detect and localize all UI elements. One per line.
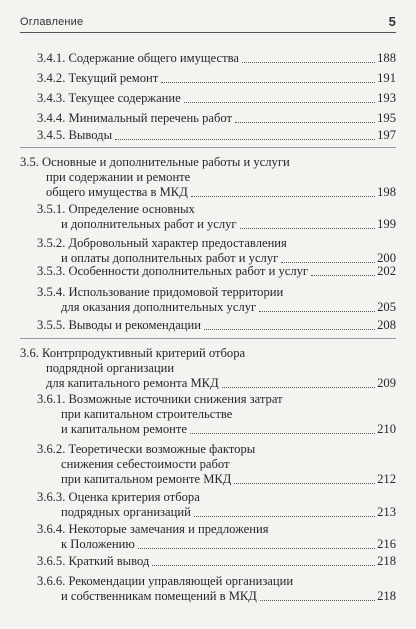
entry-title: Некоторые замечания и предложения	[68, 522, 269, 536]
dot-leader	[138, 548, 375, 549]
entry-page: 188	[377, 51, 396, 65]
entry-title-line: к Положению	[61, 537, 135, 551]
entry-page: 200	[377, 251, 396, 265]
toc-entry-3-5[interactable]	[20, 155, 396, 200]
entry-page: 218	[377, 554, 396, 568]
toc-entry-3-6-2[interactable]	[37, 442, 396, 487]
entry-title: Возможные источники снижения затрат	[68, 392, 283, 406]
entry-page: 202	[377, 264, 396, 278]
entry-title-line: и собственникам помещений в МКД	[61, 589, 257, 603]
dot-leader	[191, 196, 375, 197]
entry-page: 213	[377, 505, 396, 519]
entry-number: 3.6.5.	[37, 554, 66, 568]
dot-leader	[204, 329, 375, 330]
dot-leader	[260, 600, 375, 601]
toc-entry-3-4-4[interactable]	[37, 111, 396, 126]
dot-leader	[234, 483, 375, 484]
entry-title-line: общего имущества в МКД	[46, 185, 188, 199]
entry-number: 3.5.5.	[37, 318, 66, 332]
entry-number: 3.6.	[20, 346, 39, 360]
entry-title: Основные и дополнительные работы и услуги	[42, 155, 290, 169]
toc-entry-3-4-2[interactable]	[37, 71, 396, 86]
entry-title: Определение основных	[68, 202, 195, 216]
entry-title-line: и оплаты дополнительных работ и услуг	[61, 251, 279, 265]
entry-title: Минимальный перечень работ	[68, 111, 233, 125]
entry-page: 210	[377, 422, 396, 436]
entry-page: 209	[377, 376, 396, 390]
dot-leader	[184, 102, 375, 103]
toc-entry-3-4-5[interactable]	[37, 128, 396, 143]
entry-page: 218	[377, 589, 396, 603]
dot-leader	[240, 228, 376, 229]
entry-title-line: подрядных организаций	[61, 505, 191, 519]
dot-leader	[235, 122, 375, 123]
dot-leader	[259, 311, 375, 312]
entry-title-line: подрядной организации	[46, 361, 175, 375]
entry-number: 3.6.1.	[37, 392, 66, 406]
entry-title: Краткий вывод	[68, 554, 150, 568]
entry-page: 199	[377, 217, 396, 231]
running-title: Оглавление	[20, 16, 84, 28]
entry-title: Выводы	[68, 128, 113, 142]
entry-page: 195	[377, 111, 396, 125]
toc-entry-3-5-3[interactable]	[37, 264, 396, 279]
header-rule	[20, 32, 396, 33]
entry-page: 212	[377, 472, 396, 486]
entry-title: Рекомендации управляющей организации	[68, 574, 294, 588]
entry-title-line: и дополнительных работ и услуг	[61, 217, 237, 231]
entry-number: 3.5.1.	[37, 202, 66, 216]
toc-entry-3-6-5[interactable]	[37, 554, 396, 569]
section-divider	[20, 147, 396, 148]
entry-title-line: для оказания дополнительных услуг	[61, 300, 257, 314]
section-divider	[20, 338, 396, 339]
entry-title: Использование придомовой территории	[68, 285, 284, 299]
entry-number: 3.6.2.	[37, 442, 66, 456]
entry-title: Добровольный характер предоставления	[68, 236, 287, 250]
entry-number: 3.5.4.	[37, 285, 66, 299]
entry-number: 3.6.6.	[37, 574, 66, 588]
entry-page: 191	[377, 71, 396, 85]
entry-title: Особенности дополнительных работ и услуг	[68, 264, 309, 278]
entry-number: 3.5.	[20, 155, 39, 169]
entry-title-line: при капитальном ремонте МКД	[61, 472, 232, 486]
toc-entry-3-6[interactable]	[20, 346, 396, 391]
dot-leader	[194, 516, 375, 517]
dot-leader	[311, 275, 375, 276]
entry-title-line: при капитальном строительстве	[61, 407, 233, 421]
entry-title: Контрпродуктивный критерий отбора	[42, 346, 246, 360]
entry-page: 216	[377, 537, 396, 551]
page-number: 5	[388, 14, 396, 29]
entry-page: 198	[377, 185, 396, 199]
dot-leader	[115, 139, 375, 140]
entry-page: 193	[377, 91, 396, 105]
dot-leader	[242, 62, 375, 63]
entry-title-line: и капитальном ремонте	[61, 422, 188, 436]
entry-title: Выводы и рекомендации	[68, 318, 201, 332]
entry-number: 3.6.3.	[37, 490, 66, 504]
entry-number: 3.4.1.	[37, 51, 66, 65]
entry-title: Текущий ремонт	[68, 71, 159, 85]
toc-entry-3-6-4[interactable]	[37, 522, 396, 552]
entry-page: 208	[377, 318, 396, 332]
dot-leader	[281, 262, 375, 263]
entry-number: 3.4.5.	[37, 128, 66, 142]
toc-entry-3-6-1[interactable]	[37, 392, 396, 437]
dot-leader	[161, 82, 375, 83]
entry-title-line: при содержании и ремонте	[46, 170, 191, 184]
entry-title-line: снижения себестоимости работ	[61, 457, 230, 471]
page-header	[20, 14, 396, 32]
entry-title: Текущее содержание	[68, 91, 181, 105]
toc-entry-3-6-6[interactable]	[37, 574, 396, 604]
dot-leader	[152, 565, 375, 566]
toc-entry-3-6-3[interactable]	[37, 490, 396, 520]
toc-entry-3-5-2[interactable]	[37, 236, 396, 266]
entry-number: 3.4.4.	[37, 111, 66, 125]
entry-title-line: для капитального ремонта МКД	[46, 376, 219, 390]
entry-number: 3.5.2.	[37, 236, 66, 250]
entry-title: Оценка критерия отбора	[68, 490, 200, 504]
entry-number: 3.4.2.	[37, 71, 66, 85]
entry-title: Содержание общего имущества	[68, 51, 239, 65]
entry-title: Теоретически возможные факторы	[68, 442, 256, 456]
toc-entry-3-5-1[interactable]	[37, 202, 396, 232]
dot-leader	[222, 387, 375, 388]
entry-page: 205	[377, 300, 396, 314]
entry-number: 3.4.3.	[37, 91, 66, 105]
toc-entry-3-4-1[interactable]	[37, 51, 396, 66]
dot-leader	[190, 433, 375, 434]
toc-entry-3-5-5[interactable]	[37, 318, 396, 333]
entry-page: 197	[377, 128, 396, 142]
toc-entry-3-4-3[interactable]	[37, 91, 396, 106]
entry-number: 3.6.4.	[37, 522, 66, 536]
toc-entry-3-5-4[interactable]	[37, 285, 396, 315]
entry-number: 3.5.3.	[37, 264, 66, 278]
